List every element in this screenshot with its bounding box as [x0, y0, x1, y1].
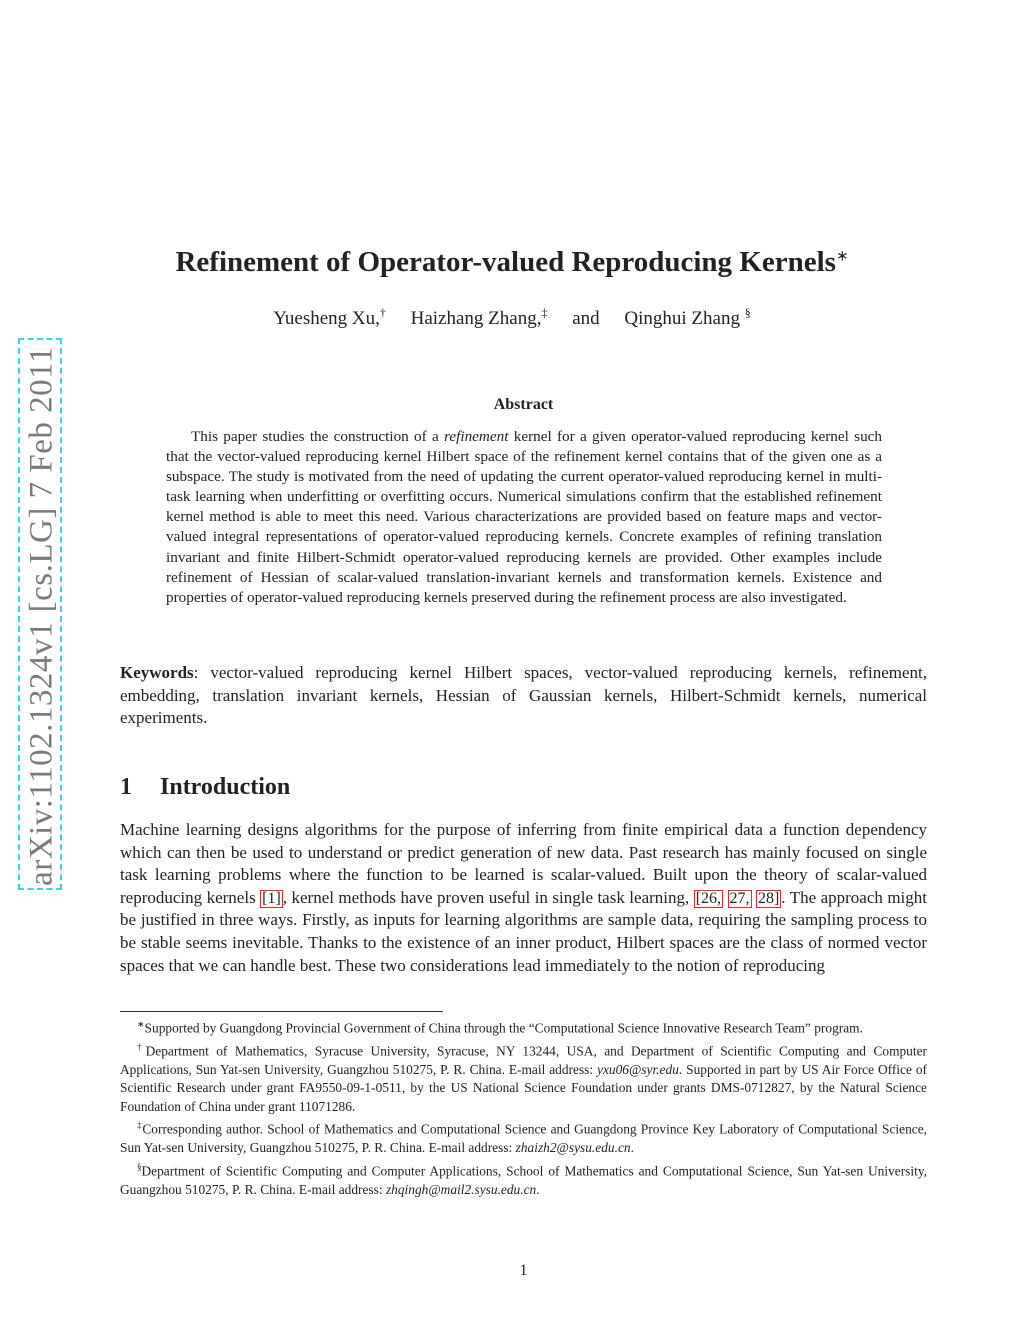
section-number: 1 — [120, 774, 132, 800]
author-xu: Yuesheng Xu,† — [273, 306, 386, 330]
footnote-funding: ∗Supported by Guangdong Provincial Government of China through the “Computational Science Innovative Research Team” program. — [137, 1019, 863, 1036]
email-address[interactable]: yxu06@syr.edu — [597, 1061, 679, 1077]
paper-title — [0, 246, 1024, 279]
citation-link[interactable]: [26, — [695, 889, 722, 907]
page-number: 1 — [519, 1262, 528, 1279]
citation-link[interactable]: 28] — [757, 889, 780, 907]
introduction-paragraph: Machine learning designs algorithms for the purpose of inferring from finite empirical data a function dependency which can then be used to understand or predict generation of new data. Past research has mainly focused on single task learning problems where the function to be learned is scalar-valued. Built upon the theory of scalar-valued reproducing kernels [1] , kernel methods have proven useful in single task learning, [26, 27, 28] . The approach might be justified in three ways. Firstly, as inputs for learning algorithms are sample data, requiring the sampling process to be stable seems inevitable. Thanks to the existence of an inner product, Hilbert spaces are the class of normed vector spaces that we can handle best. These two considerations lead immediately to the notion of reproducing — [120, 820, 928, 975]
author-zhang-haizhang: Haizhang Zhang,‡ — [410, 306, 548, 330]
keywords-text: : vector-valued reproducing kernel Hilbert spaces, vector-valued reproducing kernels, refinement, embedding, translation invariant kernels, Hessian of Gaussian kernels, Hilbert-Schmidt kernels, numerical experiments. — [120, 663, 927, 728]
abstract-body: This paper studies the construction of a refinement kernel for a given operator-valued reproducing kernel such that the vector-valued reproducing kernel Hilbert space of the refinement kernel contains that of the given one as a subspace. The study is motivated from the need of updating the current operator-valued reproducing kernel in multi-task learning when underfitting or overfitting occurs. Numerical simulations confirm that the established refinement kernel method is able to meet this need. Various characterizations are provided based on feature maps and vector-valued integral representations of operator-valued reproducing kernels. Concrete examples of refining translation invariant and finite Hilbert-Schmidt operator-valued reproducing kernels are provided. Other examples include refinement of Hessian of scalar-valued translation-invariant kernels and transformation kernels. Existence and properties of operator-valued reproducing kernels preserved during the refinement process are also investigated. — [166, 428, 882, 606]
keywords-label: Keywords — [120, 663, 194, 682]
author-zhang-qinghui: Qinghui Zhang § — [624, 306, 751, 330]
footnote-divider — [120, 1011, 443, 1012]
abstract-emphasis: refinement — [444, 428, 509, 445]
author-footnote-mark[interactable]: ‡ — [541, 306, 548, 320]
section-title: Introduction — [160, 774, 291, 800]
footnote-xu: †Department of Mathematics, Syracuse University, Syracuse, NY 13244, USA, and Department of Scientific Computing and Computer Applications, Sun Yat-sen University, Guangzhou 510275, P. R. China. E-mail address: yxu06@syr.edu. Supported in part by US Air Force Office of Scientific Research under grant FA9550-09-1-0511, by the US National Science Foundation under grants DMS-0712827, by the Natural Science Foundation of China under grant 11071286. — [120, 1041, 927, 1114]
author-footnote-mark[interactable]: § — [744, 306, 751, 320]
title-footnote-mark[interactable]: ∗ — [835, 248, 849, 265]
arxiv-id[interactable]: arXiv:1102.1324v1 [cs.LG] 7 Feb 2011 — [23, 346, 60, 886]
email-address[interactable]: zhqingh@mail2.sysu.edu.cn — [385, 1181, 537, 1197]
footnote-zhang-haizhang: ‡Corresponding author. School of Mathematics and Computational Science and Guangdong Province Key Laboratory of Computational Science, Sun Yat-sen University, Guangzhou 510275, P. R. China. E-mail address: zhaizh2@sysu.edu.cn. — [120, 1120, 927, 1156]
section-heading-introduction — [120, 774, 290, 801]
footnote-zhang-qinghui: §Department of Scientific Computing and Computer Applications, School of Mathematics and Computational Science, Sun Yat-sen University, Guangzhou 510275, P. R. China. E-mail address: zhqingh@mail2.sysu.edu.cn. — [120, 1161, 927, 1197]
citation-link[interactable]: [1] — [262, 889, 281, 907]
title-text: Refinement of Operator-valued Reproducing Kernels — [175, 246, 836, 278]
footnotes — [120, 1015, 927, 1199]
author-footnote-mark[interactable]: † — [379, 306, 386, 320]
keywords — [120, 662, 927, 730]
author-conjunction: and — [572, 308, 600, 330]
author-list — [0, 306, 1024, 330]
email-address[interactable]: zhaizh2@sysu.edu.cn — [515, 1140, 631, 1156]
abstract-heading: Abstract — [493, 396, 554, 413]
arxiv-stamp[interactable] — [18, 338, 62, 890]
citation-link[interactable]: 27, — [729, 889, 750, 907]
